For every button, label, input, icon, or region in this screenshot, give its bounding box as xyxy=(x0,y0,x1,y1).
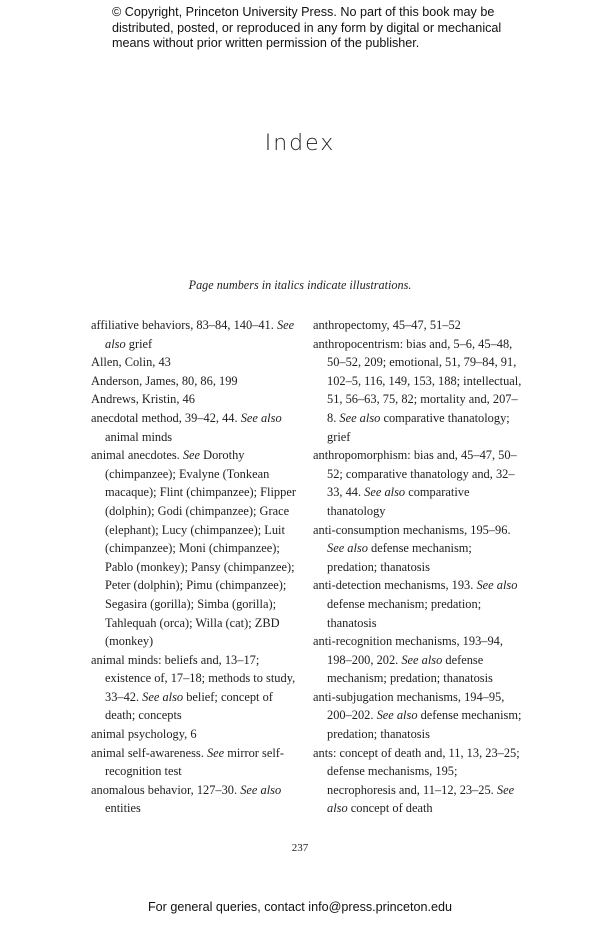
index-entry xyxy=(313,632,525,688)
index-entry xyxy=(91,781,303,818)
cross-reference-label: See also xyxy=(105,318,295,351)
index-entry xyxy=(313,446,525,520)
cross-reference-label: See also xyxy=(376,708,418,723)
index-entry xyxy=(313,335,525,447)
cross-reference-label: See xyxy=(206,745,225,760)
index-entry xyxy=(91,390,303,409)
entry-text: anti-detection mechanisms, 193. xyxy=(313,578,477,593)
index-entry xyxy=(91,651,303,725)
entry-text: Allen, Colin, 43 xyxy=(91,355,171,370)
entry-text: comparative thanatology xyxy=(327,485,470,518)
index-note: Page numbers in italics indicate illustrations. xyxy=(188,278,412,292)
cross-reference-label: See also xyxy=(401,652,443,667)
entry-text: mirror self-recognition test xyxy=(105,745,285,779)
index-entry xyxy=(91,316,303,353)
index-entry xyxy=(91,353,303,372)
cross-reference-label: See xyxy=(182,448,201,463)
index-entry xyxy=(313,744,525,818)
entry-text: anthropocentrism: bias and, 5–6, 45–48, 50–52, 209; emotional, 51, 79–84, 91, 102–5, 116, 149, 153, 188; intellectual, 51, 56–63, 75, 82; mortality and, 207–8. xyxy=(313,336,522,425)
index-entry xyxy=(313,576,525,632)
entry-text: Dorothy (chimpanzee); Evalyne (Tonkean macaque); Flint (chimpanzee); Flipper (dolphin); Godi (chimpanzee); Grace (elephant); Lucy (chimpanzee); Luit (chimpanzee); Moni (chimpanzee); Pablo (monkey); Pansy (chimpanzee); Peter (dolphin); Pimu (chimpanzee); Segasira (gorilla); Simba (gorilla); Tahlequah (orca); Willa (cat); ZBD (monkey) xyxy=(105,448,296,649)
index-entry xyxy=(91,409,303,446)
entry-text: defense mechanism; predation; thanatosis xyxy=(327,708,522,742)
cross-reference-label: See also xyxy=(240,782,282,797)
cross-reference-label: See also xyxy=(240,410,282,425)
index-entry xyxy=(313,316,525,335)
entry-text: defense mechanism; predation; thanatosis xyxy=(327,652,493,686)
cross-reference-label: See also xyxy=(327,541,368,556)
entry-text: anthropectomy, 45–47, 51–52 xyxy=(313,318,461,332)
cross-reference-label: See also xyxy=(142,689,184,704)
index-entry xyxy=(91,372,303,391)
entry-text: affiliative behaviors, 83–84, 140–41. xyxy=(91,318,277,332)
cross-reference-label: See also xyxy=(476,578,518,593)
entry-text: anti-recognition mechanisms, 193–94, 198–200, 202. xyxy=(313,634,503,667)
entry-text: ants: concept of death and, 11, 13, 23–25; defense mechanisms, 195; necrophoresis and, 11–12, 23–25. xyxy=(313,745,520,797)
entry-text: concept of death xyxy=(347,801,433,816)
cross-reference-label: See also xyxy=(327,782,515,816)
entry-text: animal minds xyxy=(105,429,173,444)
entry-text: anthropomorphism: bias and, 45–47, 50–52; comparative thanatology and, 32–33, 44. xyxy=(313,448,517,500)
entry-text: defense mechanism; predation; thanatosis xyxy=(327,596,482,630)
index-column-right xyxy=(313,316,525,818)
page-title: Index xyxy=(264,131,336,156)
cross-reference-label: See also xyxy=(339,410,381,425)
index-entry xyxy=(91,744,303,781)
entry-text: Anderson, James, 80, 86, 199 xyxy=(91,373,238,388)
entry-text: animal psychology, 6 xyxy=(91,727,197,742)
index-entry xyxy=(313,688,525,744)
entry-text: entities xyxy=(105,801,141,816)
cross-reference-label: See also xyxy=(364,485,406,500)
index-entry xyxy=(313,521,525,577)
entry-text: Andrews, Kristin, 46 xyxy=(91,392,195,407)
copyright-notice: © Copyright, Princeton University Press. No part of this book may be distributed, posted, or reproduced in any form by digital or mechanical means without prior written permission of the publisher. xyxy=(112,5,502,51)
entry-text: animal anecdotes. xyxy=(91,448,183,463)
entry-text: anti-consumption mechanisms, 195–96. xyxy=(313,522,511,537)
entry-text: grief xyxy=(125,336,153,351)
footer-contact: For general queries, contact info@press.princeton.edu xyxy=(147,900,452,914)
index-entry xyxy=(91,725,303,744)
entry-text: anomalous behavior, 127–30. xyxy=(91,782,241,797)
entry-text: belief; concept of death; concepts xyxy=(105,689,273,723)
entry-text: anti-subjugation mechanisms, 194–95, 200–202. xyxy=(313,689,505,723)
page-number: 237 xyxy=(291,842,309,854)
entry-text: animal self-awareness. xyxy=(91,745,207,760)
entry-text: animal minds: beliefs and, 13–17; existence of, 17–18; methods to study, 33–42. xyxy=(91,652,296,704)
entry-text: anecdotal method, 39–42, 44. xyxy=(91,410,241,425)
entry-text: comparative thanatology; grief xyxy=(327,410,510,444)
index-entry xyxy=(91,446,303,651)
index-column-left xyxy=(91,316,303,818)
entry-text: defense mechanism; predation; thanatosis xyxy=(327,541,472,574)
